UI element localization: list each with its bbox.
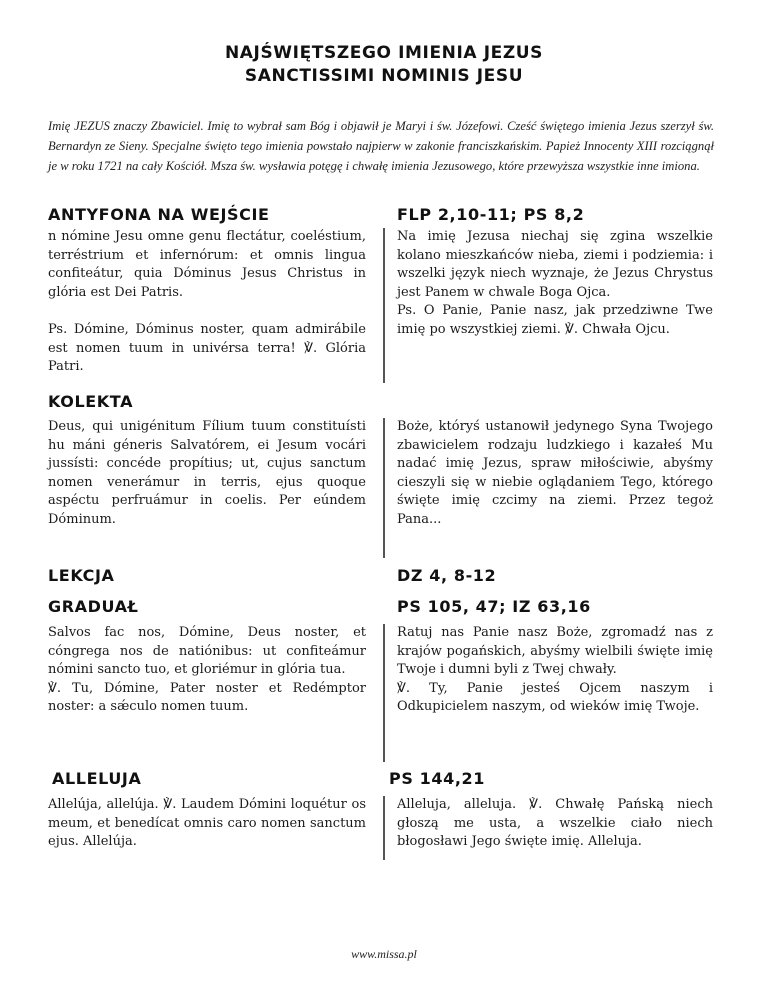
introit-latin-psalm: Ps. Dómine, Dóminus noster, quam admirábile est nomen tuum in univérsa terra! ℣. Glória Patri. <box>48 321 366 375</box>
intro-paragraph: Imię JEZUS znaczy Zbawiciel. Imię to wybrał sam Bóg i objawił je Maryi i św. Józefowi. Cześć świętego imienia Jezus szerzył św. Bernardyn ze Sieny. Specjalne święto tego imienia powstało najpierw w zakonie franciszkańskim. Papież Innocenty XIII rozciągnął je w roku 1721 na cały Kościół. Msza św. wysławia potęgę i chwałę imienia Jezusowego, które przewyższa wszystkie inne imiona. <box>48 119 714 173</box>
gradual-polish-text: Ratuj nas Panie nasz Boże, zgromadź nas z krajów pogańskich, abyśmy wielbili święte imię Twoje i dumni byli z Twej chwały. <box>397 625 713 678</box>
alleluia-polish <box>397 796 713 852</box>
collect-latin-text: Deus, qui unigénitum Fílium tuum constituísti hu máni géneris Salvatórem, ei Jesum vocári jussísti: concéde propítius; ut, cujus sanctum nomen venerámur in terris, ejus quoque aspéctu perfruámur in coelis. Per eúndem Dóminum. <box>48 419 366 527</box>
column-divider <box>383 796 385 860</box>
gradual-latin-text: Salvos fac nos, Dómine, Deus noster, et cóngrega nos de natiónibus: ut confiteámur nómini sancto tuo, et gloriémur in glória tua. <box>48 625 366 678</box>
alleluia-latin-text: Allelúja, allelúja. ℣. Laudem Dómini loquétur os meum, et benedícat omnis caro nomen sanctum ejus. Allelúja. <box>48 797 366 850</box>
alleluia-reference: PS 144,21 <box>389 769 485 788</box>
title-latin: SANCTISSIMI NOMINIS JESU <box>244 66 524 86</box>
gradual-latin <box>48 624 366 717</box>
gradual-latin-verse: ℣. Tu, Dómine, Pater noster et Redémptor noster: a sǽculo nomen tuum. <box>48 680 366 715</box>
collect-polish <box>397 418 713 530</box>
collect-latin <box>48 418 366 530</box>
column-divider <box>383 418 385 558</box>
gradual-polish <box>397 624 713 717</box>
footer-url: www.missa.pl <box>351 947 417 961</box>
introit-heading: ANTYFONA NA WEJŚCIE <box>48 205 270 224</box>
introit-polish-psalm: Ps. O Panie, Panie nasz, jak przedziwne Twe imię po wszystkiej ziemi. ℣. Chwała Ojcu. <box>397 303 713 337</box>
introit-reference: FLP 2,10-11; PS 8,2 <box>397 205 585 224</box>
collect-heading: KOLEKTA <box>48 392 134 411</box>
gradual-polish-verse: ℣. Ty, Panie jesteś Ojcem naszym i Odkupicielem naszym, od wieków imię Twoje. <box>397 680 713 715</box>
alleluia-polish-text: Alleluja, alleluja. ℣. Chwałę Pańską niech głoszą me usta, a wszelkie ciało niech błogosławi Jego święte imię. Alleluja. <box>397 797 713 850</box>
column-divider <box>383 624 385 762</box>
introit-latin <box>48 228 366 377</box>
column-divider <box>383 228 385 383</box>
alleluia-heading: ALLELUJA <box>52 769 142 788</box>
alleluia-latin <box>48 796 366 852</box>
gradual-heading: GRADUAŁ <box>48 597 139 616</box>
lesson-heading: LEKCJA <box>48 566 115 585</box>
collect-polish-text: Boże, któryś ustanowił jedynego Syna Twojego zbawicielem rodzaju ludzkiego i kazałeś Mu nadać imię Jezus, spraw miłościwie, abyśmy cieszyli się w niebie oglądaniem Tego, którego święte imię czcimy na ziemi. Przez tegoż Pana... <box>397 419 713 527</box>
gradual-reference: PS 105, 47; IZ 63,16 <box>397 597 591 616</box>
introit-polish <box>397 228 713 340</box>
introit-latin-antiphon: n nómine Jesu omne genu flectátur, coeléstium, terréstrium et infernórum: et omnis lingua confiteátur, quia Dóminus Jesus Christus in glória est Dei Patris. <box>48 229 366 300</box>
introit-polish-antiphon: Na imię Jezusa niechaj się zgina wszelkie kolano mieszkańców nieba, ziemi i podziemia: i wszelki język niech wyznaje, że Jezus Chrystus jest Panem w chwale Boga Ojca. <box>397 229 713 300</box>
page-title <box>0 42 768 88</box>
lesson-reference: DZ 4, 8-12 <box>397 566 497 585</box>
title-polish: NAJŚWIĘTSZEGO IMIENIA JEZUS <box>224 43 544 63</box>
